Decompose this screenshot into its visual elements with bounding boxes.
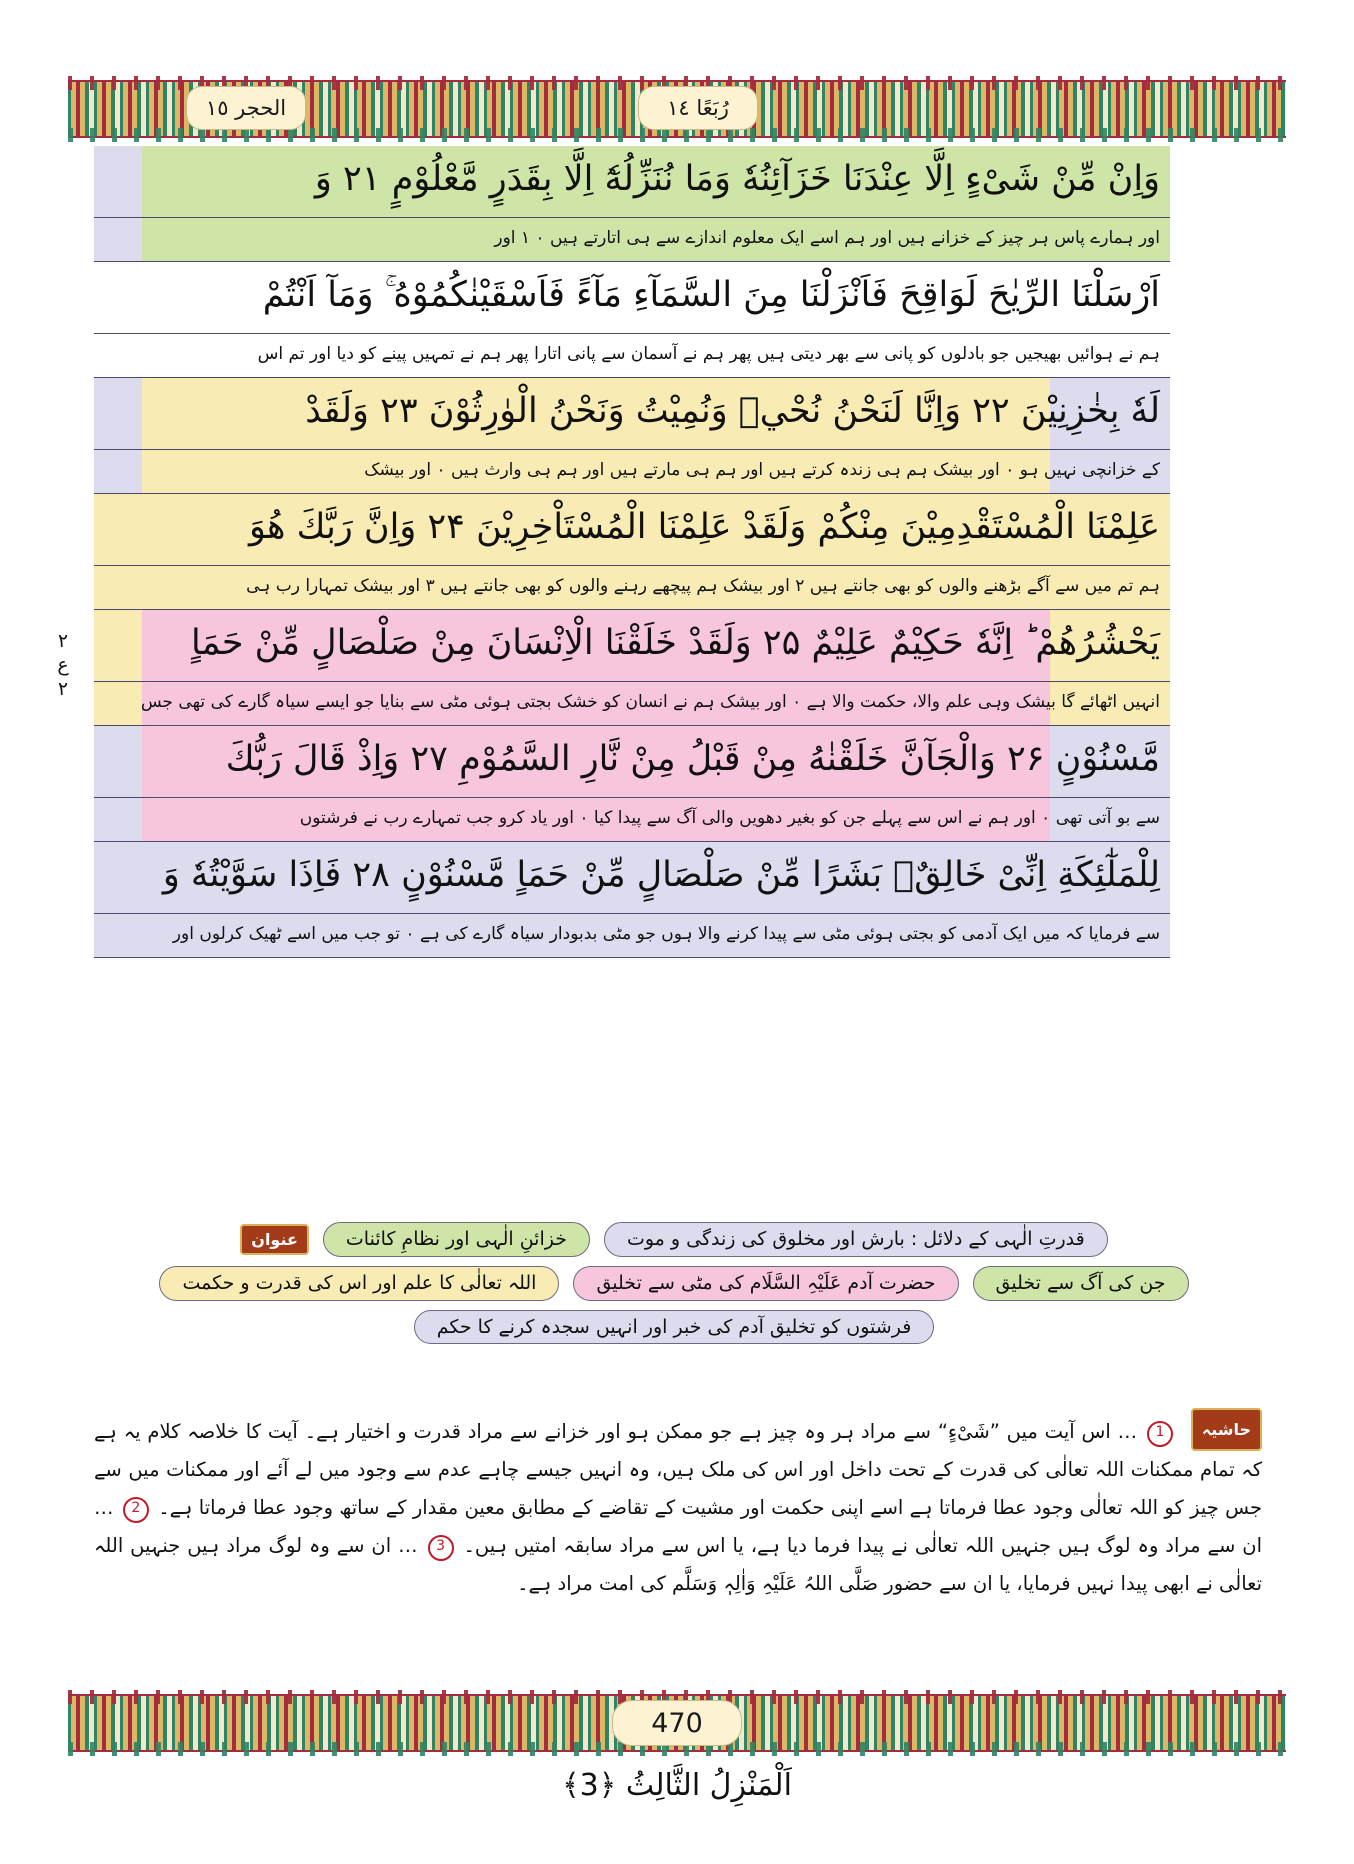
topic-row [94,1266,1254,1301]
translation-text: سے بو آتی تھی ۰ اور ہم نے اس سے پہلے جن کو بغیر دھویں والی آگ سے پیدا کیا ۰ اور یاد کرو جب تمہارے رب نے فرشتوں [299,807,1160,828]
ayah-text: اَرْسَلْنَا الرِّيٰحَ لَوَاقِحَ فَاَنْزَلْنَا مِنَ السَّمَآءِ مَآءً فَاَسْقَيْنٰكُمُوْهُ ۚ وَمَآ اَنْتُمْ [262,275,1160,316]
footnote-number-1: 1 [1147,1421,1173,1447]
ruku-marker [46,630,80,701]
footnote-paragraph-1 [94,1408,1262,1603]
footnotes-section [94,1408,1262,1605]
topic-row [94,1222,1254,1257]
ayah-line [94,726,1170,798]
ayah-text: مَّسْنُوْنٍ ۲۶ وَالْجَآنَّ خَلَقْنٰهُ مِنْ قَبْلُ مِنْ نَّارِ السَّمُوْمِ ۲۷ وَاِذْ قَالَ رَبُّكَ [225,739,1160,780]
translation-text: ہم نے ہوائیں بھیجیں جو بادلوں کو پانی سے بھر دیتی ہیں پھر ہم نے آسمان سے پانی اتارا پھر ہم نے تمہیں پینے کو دیا اور تم اس [257,343,1160,364]
ayah-text: لِلْمَلٰٓئِكَةِ اِنِّىْ خَالِقٌۢ بَشَرًا مِّنْ صَلْصَالٍ مِّنْ حَمَاٍ مَّسْنُوْنٍ ۲۸ فَاِذَا سَوَّيْتُهٗ وَ [162,855,1160,896]
translation-text: سے فرمایا کہ میں ایک آدمی کو بجتی ہوئی مٹی سے پیدا کرنے والا ہوں جو مٹی بدبودار سیاہ گارے کی ہے ۰ تو جب میں اسے ٹھیک کرلوں اور [172,923,1160,944]
translation-line [94,334,1170,378]
surah-name-cartouche [186,86,306,130]
translation-line [94,798,1170,842]
ayah-line [94,378,1170,450]
footnote-text-1: … اس آیت میں ”شَیْءٍ“ سے مراد ہر وہ چیز ہے جو ممکن ہو اور خزانے سے مراد قدرت و اختیار ہے۔ آیت کا خلاصہ کلام یہ ہے کہ تمام ممکنات اللہ تعالٰی کی قدرت کے تحت داخل اور اس کی ملک ہیں، وہ انہیں جیسے چاہے عدم سے وجود میں لے آئے اور ممکنات میں سے جس چیز کو اللہ تعالٰی وجود عطا فرماتا ہے اسے اپنی حکمت اور مشیت کے تقاضے کے مطابق معین مقدار کے ساتھ وجود عطا فرماتا ہے۔ [94,1420,1263,1520]
manzil-footer: اَلْمَنْزِلُ الثَّالِثُ ﴿3﴾ [562,1768,792,1803]
unwan-tag: عنوان [240,1224,309,1255]
topic-pill: خزائنِ الٰہی اور نظامِ کائنات [323,1222,590,1257]
translation-line [94,566,1170,610]
topic-pill: حضرت آدم عَلَیْہِ السَّلَام کی مٹی سے تخلیق [573,1266,958,1301]
page-number-cartouche [612,1700,742,1746]
translation-line [94,914,1170,958]
footnote-text-2: … ان سے مراد وہ لوگ ہیں جنہیں اللہ تعالٰی نے پیدا فرما دیا ہے، یا اس سے مراد سابقہ امتیں ہیں۔ [94,1496,1262,1558]
ruku-marker-bot: ۲ [57,677,69,700]
footnote-number-3: 3 [428,1535,454,1561]
ayah-line [94,842,1170,914]
translation-line [94,450,1170,494]
translation-text: ہم تم میں سے آگے بڑھنے والوں کو بھی جانتے ہیں ۲ اور بیشک ہم پیچھے رہنے والوں کو بھی جانتے ہیں ۳ اور بیشک تمہارا رب ہی [246,575,1160,596]
translation-line [94,218,1170,262]
ayah-text: وَاِنْ مِّنْ شَىْءٍ اِلَّا عِنْدَنَا خَزَآئِنُهٗ وَمَا نُنَزِّلُهٗٓ اِلَّا بِقَدَرٍ مَّعْلُوْمٍ ۲۱ وَ [314,159,1160,200]
translation-line [94,682,1170,726]
quran-text-block [94,146,1170,958]
ayah-text: لَهٗ بِخٰزِنِيْنَ ۲۲ وَاِنَّا لَنَحْنُ نُحْيٖ وَنُمِيْتُ وَنَحْنُ الْوٰرِثُوْنَ ۲۳ وَلَقَدْ [305,391,1160,432]
topics-section [94,1222,1254,1353]
ayah-text: عَلِمْنَا الْمُسْتَقْدِمِيْنَ مِنْكُمْ وَلَقَدْ عَلِمْنَا الْمُسْتَاْخِرِيْنَ ۲۴ وَاِنَّ رَبَّكَ هُوَ [248,507,1160,548]
topic-pill: اللہ تعالٰی کا علم اور اس کی قدرت و حکمت [159,1266,559,1301]
ruku-marker-top: ۲ [57,630,69,652]
ayah-line [94,262,1170,334]
page-number-label: 470 [651,1707,703,1739]
footnote-number-2: 2 [123,1497,149,1523]
surah-name-label: الحجر ١٥ [205,96,287,120]
translation-text: کے خزانچی نہیں ہو ۰ اور بیشک ہم ہی زندہ کرتے ہیں اور ہم ہی مارتے ہیں اور ہم ہی وارث ہیں ۰ اور بیشک [364,459,1160,480]
ayah-text: يَحْشُرُهُمْ ؕ اِنَّهٗ حَكِيْمٌ عَلِيْمٌ ۲۵ وَلَقَدْ خَلَقْنَا الْاِنْسَانَ مِنْ صَلْصَالٍ مِّنْ حَمَاٍ [191,623,1160,664]
ayah-line [94,146,1170,218]
haashiya-tag: حاشیہ [1191,1408,1262,1451]
ruku-marker-mid: ع [57,653,69,676]
translation-text: انہیں اٹھائے گا بیشک وہی علم والا، حکمت والا ہے ۰ اور بیشک ہم نے انسان کو خشک بجتی ہوئی مٹی سے بنایا جو ایسے سیاہ گارے کی تھی جس [140,691,1160,712]
translation-text: اور ہمارے پاس ہر چیز کے خزانے ہیں اور ہم اسے ایک معلوم اندازے سے ہی اتارتے ہیں ۰ ۱ اور [494,227,1160,248]
topic-row [94,1310,1254,1345]
para-number-label: رُبَعًا ١٤ [667,96,729,120]
topic-pill: جن کی آگ سے تخلیق [973,1266,1189,1301]
para-number-cartouche [638,86,758,130]
ayah-line [94,610,1170,682]
footnote-text-3: … ان سے وہ لوگ مراد ہیں جنہیں اللہ تعالٰی نے ابھی پیدا نہیں فرمایا، یا ان سے حضور صَلَّی اللہُ عَلَیْہِ وَاٰلِہٖ وَسَلَّم کی امت مراد ہے۔ [94,1534,1262,1596]
topic-pill: قدرتِ الٰہی کے دلائل : بارش اور مخلوق کی زندگی و موت [604,1222,1108,1257]
topic-pill: فرشتوں کو تخلیق آدم کی خبر اور انہیں سجدہ کرنے کا حکم [414,1310,935,1345]
ayah-line [94,494,1170,566]
